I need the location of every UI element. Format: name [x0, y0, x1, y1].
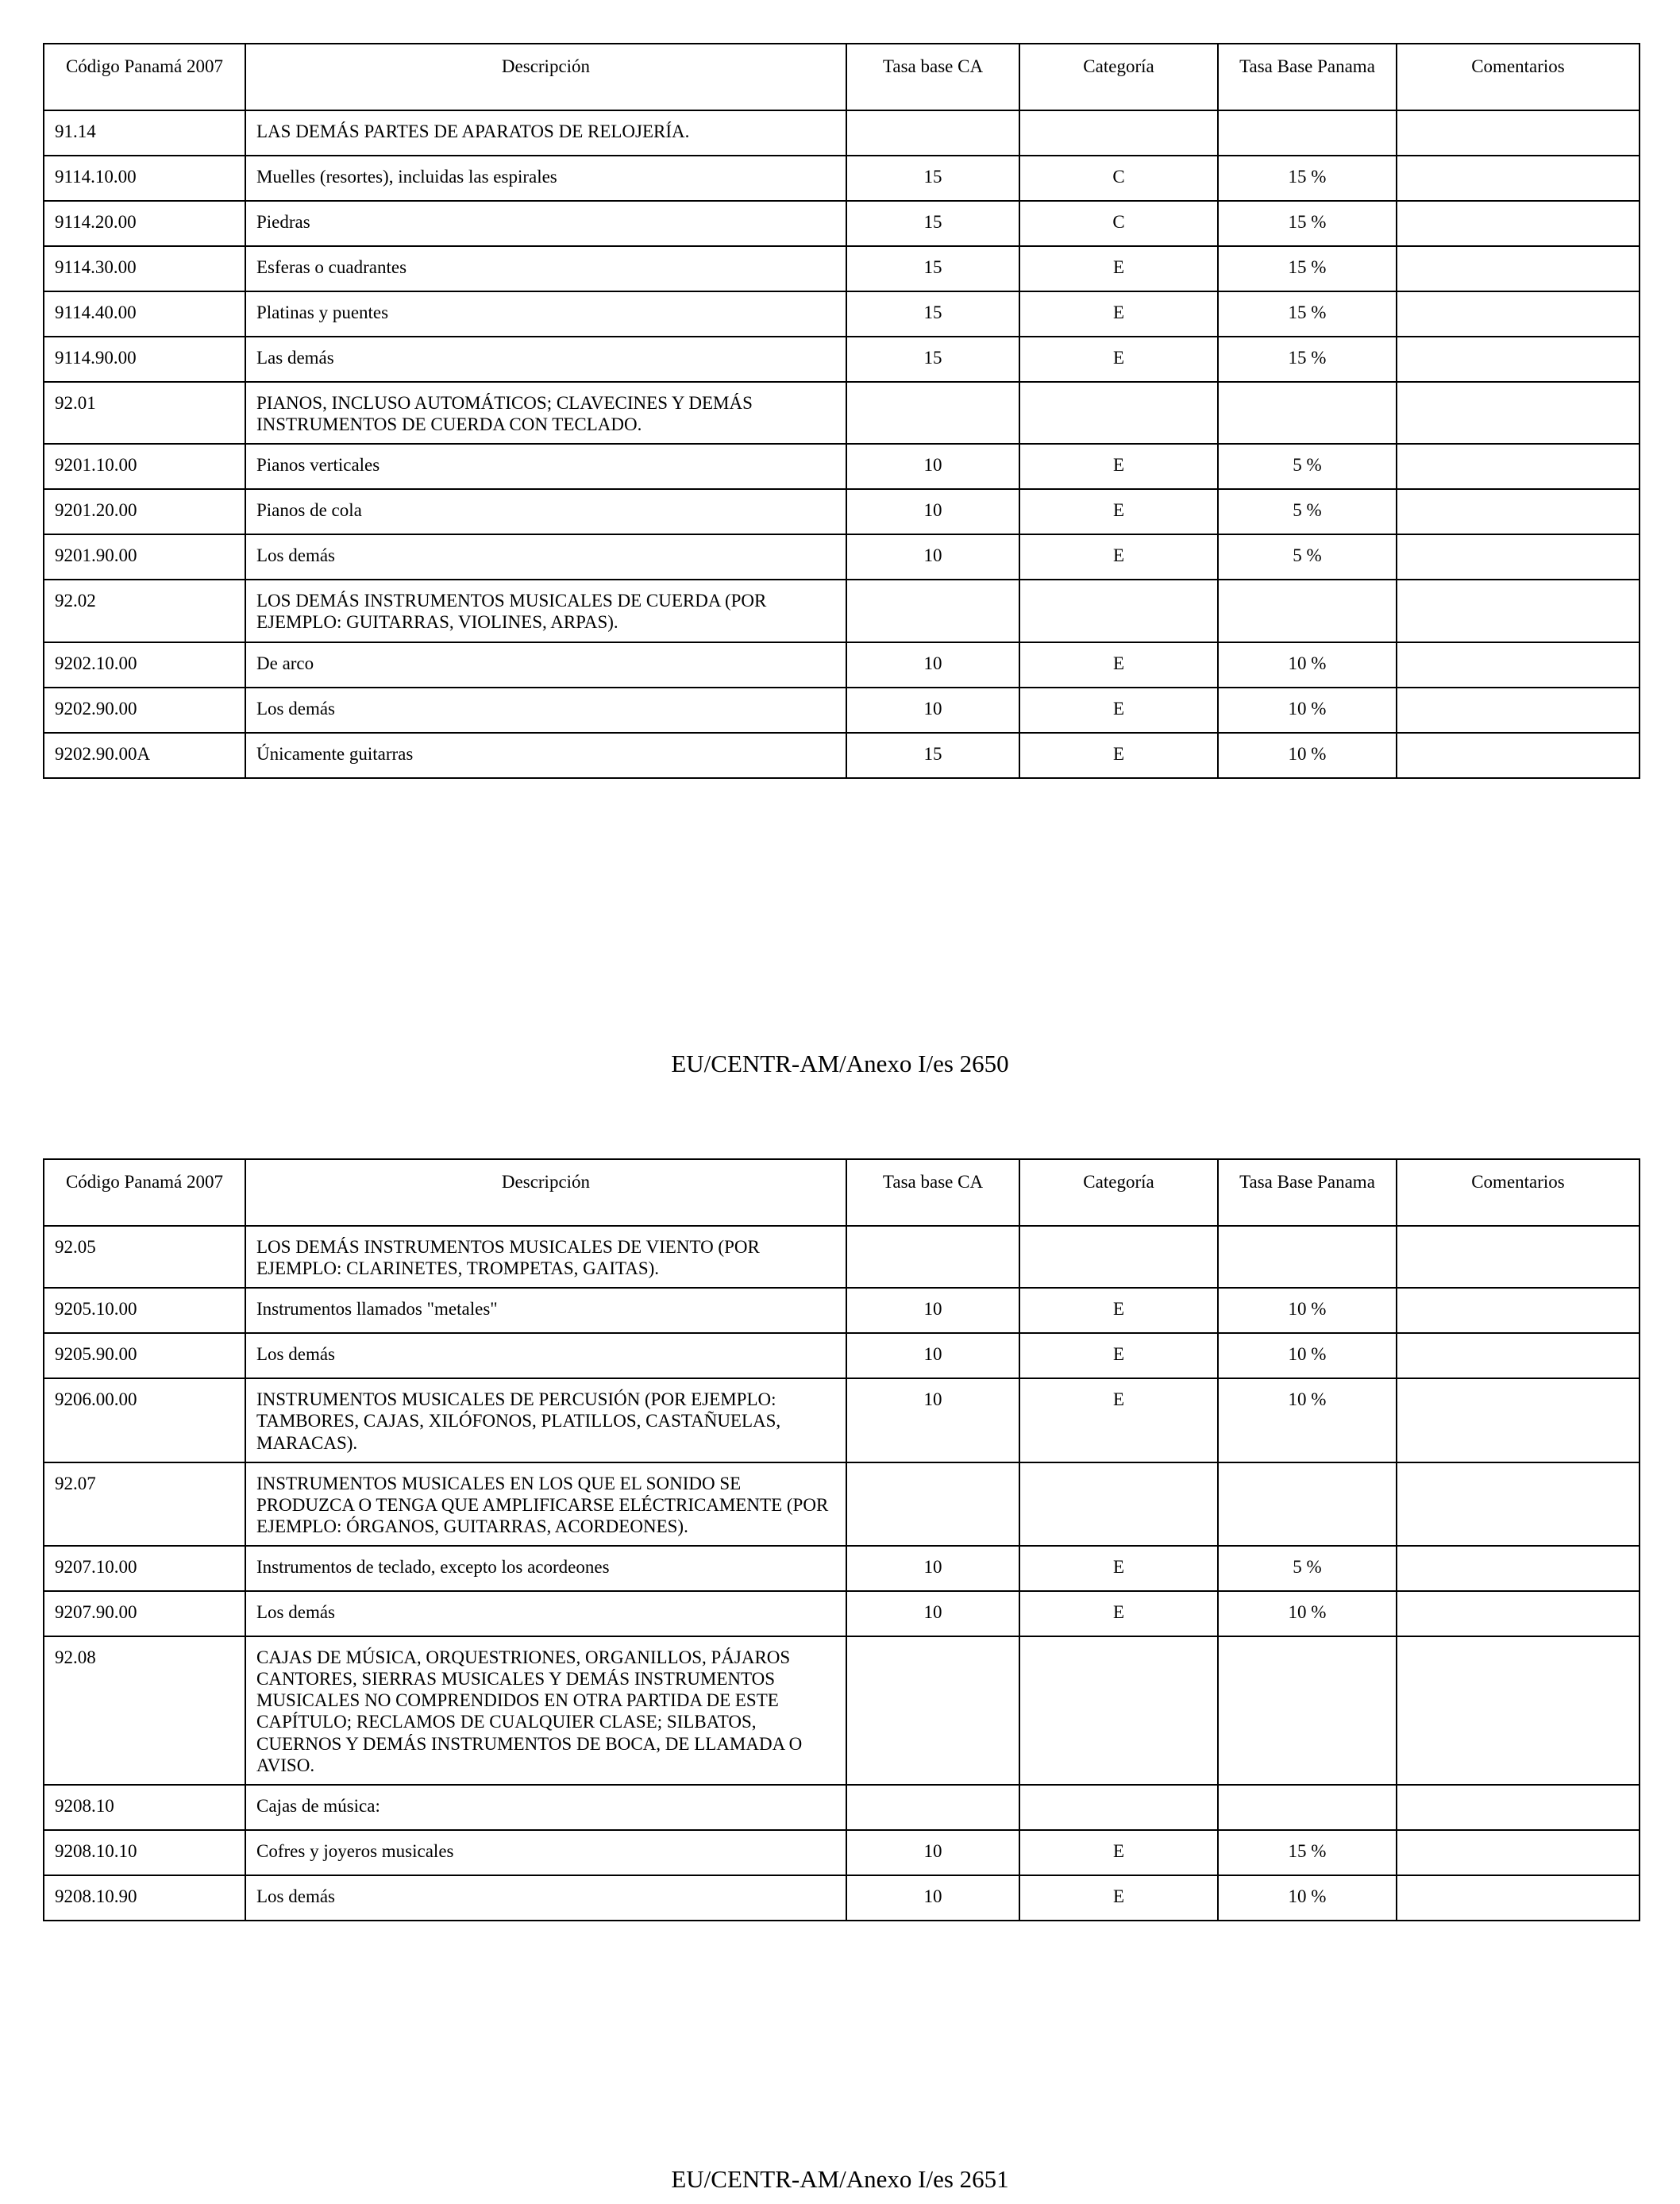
cell-codigo: 92.08 [44, 1636, 245, 1785]
cell-comentarios [1397, 156, 1640, 201]
cell-comentarios [1397, 534, 1640, 580]
cell-codigo: 9202.90.00 [44, 688, 245, 733]
table-row [44, 201, 1640, 246]
cell-codigo: 9114.10.00 [44, 156, 245, 201]
cell-comentarios [1397, 688, 1640, 733]
cell-comentarios [1397, 444, 1640, 489]
cell-categoria [1019, 1636, 1218, 1785]
page-footer: EU/CENTR-AM/Anexo I/es 2650 [671, 1050, 1009, 1077]
table-row [44, 1785, 1640, 1830]
cell-tasa-base-panama: 10 % [1218, 642, 1397, 688]
table-row [44, 1875, 1640, 1921]
cell-descripcion: LOS DEMÁS INSTRUMENTOS MUSICALES DE CUERDA (POR EJEMPLO: GUITARRAS, VIOLINES, ARPAS). [245, 580, 846, 642]
table-row [44, 156, 1640, 201]
cell-categoria: E [1019, 1546, 1218, 1591]
table-row [44, 1378, 1640, 1462]
header-comentarios: Comentarios [1397, 1159, 1640, 1226]
table-row [44, 642, 1640, 688]
cell-descripcion: Cofres y joyeros musicales [245, 1830, 846, 1875]
page-footer: EU/CENTR-AM/Anexo I/es 2651 [671, 2165, 1009, 2193]
cell-tasa-base-panama [1218, 110, 1397, 156]
cell-tasa-base-panama [1218, 580, 1397, 642]
header-descripcion: Descripción [245, 44, 846, 110]
cell-tasa-base-ca: 10 [846, 1288, 1019, 1333]
cell-categoria: E [1019, 1288, 1218, 1333]
cell-codigo: 9208.10.90 [44, 1875, 245, 1921]
cell-codigo: 9114.40.00 [44, 291, 245, 337]
cell-tasa-base-panama: 5 % [1218, 444, 1397, 489]
cell-tasa-base-ca [846, 1462, 1019, 1546]
cell-codigo: 9206.00.00 [44, 1378, 245, 1462]
cell-tasa-base-panama: 15 % [1218, 291, 1397, 337]
cell-descripcion: Muelles (resortes), incluidas las espirales [245, 156, 846, 201]
cell-tasa-base-ca [846, 1636, 1019, 1785]
cell-tasa-base-panama: 15 % [1218, 246, 1397, 291]
cell-tasa-base-ca: 10 [846, 1830, 1019, 1875]
cell-tasa-base-ca [846, 1226, 1019, 1288]
table-row [44, 1288, 1640, 1333]
cell-tasa-base-ca: 10 [846, 642, 1019, 688]
cell-categoria: E [1019, 337, 1218, 382]
cell-tasa-base-panama: 15 % [1218, 201, 1397, 246]
cell-tasa-base-panama [1218, 1636, 1397, 1785]
cell-tasa-base-ca: 15 [846, 246, 1019, 291]
table-row [44, 733, 1640, 778]
cell-descripcion: INSTRUMENTOS MUSICALES DE PERCUSIÓN (POR EJEMPLO: TAMBORES, CAJAS, XILÓFONOS, PLATILLOS, CASTAÑUELAS, MARACAS). [245, 1378, 846, 1462]
header-tasa-base-ca: Tasa base CA [846, 1159, 1019, 1226]
cell-categoria: E [1019, 291, 1218, 337]
cell-comentarios [1397, 1785, 1640, 1830]
cell-comentarios [1397, 1636, 1640, 1785]
cell-codigo: 92.07 [44, 1462, 245, 1546]
cell-descripcion: Los demás [245, 534, 846, 580]
table-row [44, 337, 1640, 382]
cell-categoria: C [1019, 156, 1218, 201]
cell-tasa-base-ca: 10 [846, 1591, 1019, 1636]
cell-comentarios [1397, 1226, 1640, 1288]
table-header-row [44, 44, 1640, 110]
cell-comentarios [1397, 489, 1640, 534]
tariff-table-page-2650 [43, 43, 1640, 779]
header-codigo: Código Panamá 2007 [44, 44, 245, 110]
cell-codigo: 9205.90.00 [44, 1333, 245, 1378]
table-body [44, 110, 1640, 778]
cell-comentarios [1397, 1288, 1640, 1333]
cell-tasa-base-panama [1218, 1785, 1397, 1830]
cell-tasa-base-ca: 10 [846, 489, 1019, 534]
header-descripcion: Descripción [245, 1159, 846, 1226]
header-tasa-base-panama: Tasa Base Panama [1218, 44, 1397, 110]
cell-categoria: E [1019, 1591, 1218, 1636]
table-row [44, 1636, 1640, 1785]
table-row [44, 110, 1640, 156]
table-row [44, 291, 1640, 337]
table-row [44, 1546, 1640, 1591]
cell-codigo: 9208.10.10 [44, 1830, 245, 1875]
cell-codigo: 9202.90.00A [44, 733, 245, 778]
cell-comentarios [1397, 1378, 1640, 1462]
cell-tasa-base-panama: 10 % [1218, 1875, 1397, 1921]
cell-codigo: 9114.20.00 [44, 201, 245, 246]
cell-tasa-base-ca: 10 [846, 688, 1019, 733]
cell-comentarios [1397, 580, 1640, 642]
cell-codigo: 9207.90.00 [44, 1591, 245, 1636]
cell-descripcion: Piedras [245, 201, 846, 246]
cell-tasa-base-ca: 15 [846, 733, 1019, 778]
cell-categoria: E [1019, 642, 1218, 688]
cell-descripcion: INSTRUMENTOS MUSICALES EN LOS QUE EL SONIDO SE PRODUZCA O TENGA QUE AMPLIFICARSE ELÉCTRICAMENTE (POR EJEMPLO: ÓRGANOS, GUITARRAS, ACORDEONES). [245, 1462, 846, 1546]
cell-codigo: 9114.90.00 [44, 337, 245, 382]
cell-codigo: 9205.10.00 [44, 1288, 245, 1333]
cell-tasa-base-ca: 10 [846, 444, 1019, 489]
cell-comentarios [1397, 1591, 1640, 1636]
cell-tasa-base-ca [846, 382, 1019, 444]
cell-descripcion: Los demás [245, 1875, 846, 1921]
cell-comentarios [1397, 642, 1640, 688]
cell-categoria [1019, 1462, 1218, 1546]
cell-codigo: 9201.10.00 [44, 444, 245, 489]
cell-categoria: E [1019, 1378, 1218, 1462]
cell-codigo: 9201.90.00 [44, 534, 245, 580]
cell-tasa-base-panama [1218, 1226, 1397, 1288]
cell-categoria: C [1019, 201, 1218, 246]
table-row [44, 580, 1640, 642]
table-row [44, 534, 1640, 580]
cell-tasa-base-panama: 10 % [1218, 1591, 1397, 1636]
cell-descripcion: Platinas y puentes [245, 291, 846, 337]
cell-tasa-base-panama: 15 % [1218, 1830, 1397, 1875]
cell-tasa-base-panama [1218, 382, 1397, 444]
table-row [44, 444, 1640, 489]
cell-descripcion: LAS DEMÁS PARTES DE APARATOS DE RELOJERÍA. [245, 110, 846, 156]
cell-tasa-base-ca: 10 [846, 1546, 1019, 1591]
cell-comentarios [1397, 1830, 1640, 1875]
cell-comentarios [1397, 1875, 1640, 1921]
cell-comentarios [1397, 337, 1640, 382]
cell-tasa-base-panama: 10 % [1218, 1288, 1397, 1333]
cell-descripcion: Los demás [245, 1591, 846, 1636]
cell-descripcion: PIANOS, INCLUSO AUTOMÁTICOS; CLAVECINES Y DEMÁS INSTRUMENTOS DE CUERDA CON TECLADO. [245, 382, 846, 444]
table-header-row [44, 1159, 1640, 1226]
header-codigo: Código Panamá 2007 [44, 1159, 245, 1226]
cell-categoria: E [1019, 534, 1218, 580]
table-body [44, 1226, 1640, 1921]
cell-categoria [1019, 1226, 1218, 1288]
table-row [44, 489, 1640, 534]
cell-comentarios [1397, 733, 1640, 778]
cell-categoria: E [1019, 444, 1218, 489]
cell-descripcion: Los demás [245, 688, 846, 733]
table-row [44, 246, 1640, 291]
cell-descripcion: Únicamente guitarras [245, 733, 846, 778]
cell-categoria: E [1019, 688, 1218, 733]
cell-descripcion: Pianos de cola [245, 489, 846, 534]
cell-tasa-base-panama: 5 % [1218, 534, 1397, 580]
cell-tasa-base-ca: 10 [846, 1875, 1019, 1921]
cell-tasa-base-panama: 5 % [1218, 1546, 1397, 1591]
cell-comentarios [1397, 382, 1640, 444]
cell-tasa-base-ca: 15 [846, 337, 1019, 382]
cell-codigo: 9201.20.00 [44, 489, 245, 534]
cell-tasa-base-panama: 10 % [1218, 688, 1397, 733]
table-row [44, 688, 1640, 733]
table-row [44, 1462, 1640, 1546]
cell-tasa-base-ca: 15 [846, 201, 1019, 246]
cell-descripcion: Las demás [245, 337, 846, 382]
cell-tasa-base-ca [846, 1785, 1019, 1830]
cell-tasa-base-ca: 10 [846, 534, 1019, 580]
table-row [44, 382, 1640, 444]
cell-descripcion: LOS DEMÁS INSTRUMENTOS MUSICALES DE VIENTO (POR EJEMPLO: CLARINETES, TROMPETAS, GAITAS). [245, 1226, 846, 1288]
cell-descripcion: Los demás [245, 1333, 846, 1378]
header-tasa-base-panama: Tasa Base Panama [1218, 1159, 1397, 1226]
cell-descripcion: Cajas de música: [245, 1785, 846, 1830]
cell-comentarios [1397, 1462, 1640, 1546]
cell-categoria: E [1019, 1830, 1218, 1875]
cell-descripcion: Esferas o cuadrantes [245, 246, 846, 291]
cell-categoria: E [1019, 733, 1218, 778]
cell-tasa-base-panama: 10 % [1218, 1378, 1397, 1462]
cell-tasa-base-panama [1218, 1462, 1397, 1546]
cell-tasa-base-panama: 10 % [1218, 1333, 1397, 1378]
cell-descripcion: Instrumentos de teclado, excepto los acordeones [245, 1546, 846, 1591]
cell-categoria: E [1019, 246, 1218, 291]
cell-tasa-base-ca: 10 [846, 1333, 1019, 1378]
table-row [44, 1226, 1640, 1288]
table-row [44, 1591, 1640, 1636]
cell-tasa-base-ca: 15 [846, 156, 1019, 201]
table-row [44, 1333, 1640, 1378]
cell-codigo: 9207.10.00 [44, 1546, 245, 1591]
cell-categoria [1019, 382, 1218, 444]
table-row [44, 1830, 1640, 1875]
cell-codigo: 92.02 [44, 580, 245, 642]
cell-tasa-base-panama: 15 % [1218, 156, 1397, 201]
cell-tasa-base-panama: 5 % [1218, 489, 1397, 534]
cell-codigo: 91.14 [44, 110, 245, 156]
header-comentarios: Comentarios [1397, 44, 1640, 110]
cell-comentarios [1397, 1333, 1640, 1378]
header-tasa-base-ca: Tasa base CA [846, 44, 1019, 110]
cell-tasa-base-ca: 10 [846, 1378, 1019, 1462]
cell-tasa-base-ca [846, 110, 1019, 156]
cell-descripcion: De arco [245, 642, 846, 688]
header-categoria: Categoría [1019, 44, 1218, 110]
cell-codigo: 9114.30.00 [44, 246, 245, 291]
cell-tasa-base-panama: 10 % [1218, 733, 1397, 778]
cell-comentarios [1397, 246, 1640, 291]
cell-comentarios [1397, 110, 1640, 156]
cell-codigo: 92.05 [44, 1226, 245, 1288]
cell-codigo: 92.01 [44, 382, 245, 444]
cell-tasa-base-ca [846, 580, 1019, 642]
cell-codigo: 9202.10.00 [44, 642, 245, 688]
cell-categoria: E [1019, 489, 1218, 534]
cell-comentarios [1397, 291, 1640, 337]
cell-descripcion: Instrumentos llamados "metales" [245, 1288, 846, 1333]
cell-categoria: E [1019, 1333, 1218, 1378]
cell-categoria: E [1019, 1875, 1218, 1921]
cell-descripcion: Pianos verticales [245, 444, 846, 489]
cell-codigo: 9208.10 [44, 1785, 245, 1830]
cell-comentarios [1397, 201, 1640, 246]
cell-categoria [1019, 1785, 1218, 1830]
cell-categoria [1019, 110, 1218, 156]
tariff-table-page-2651 [43, 1158, 1640, 1921]
cell-categoria [1019, 580, 1218, 642]
cell-descripcion: CAJAS DE MÚSICA, ORQUESTRIONES, ORGANILLOS, PÁJAROS CANTORES, SIERRAS MUSICALES Y DEMÁS INSTRUMENTOS MUSICALES NO COMPRENDIDOS EN OTRA PARTIDA DE ESTE CAPÍTULO; RECLAMOS DE CUALQUIER CLASE; SILBATOS, CUERNOS Y DEMÁS INSTRUMENTOS DE BOCA, DE LLAMADA O AVISO. [245, 1636, 846, 1785]
cell-tasa-base-panama: 15 % [1218, 337, 1397, 382]
cell-tasa-base-ca: 15 [846, 291, 1019, 337]
header-categoria: Categoría [1019, 1159, 1218, 1226]
cell-comentarios [1397, 1546, 1640, 1591]
